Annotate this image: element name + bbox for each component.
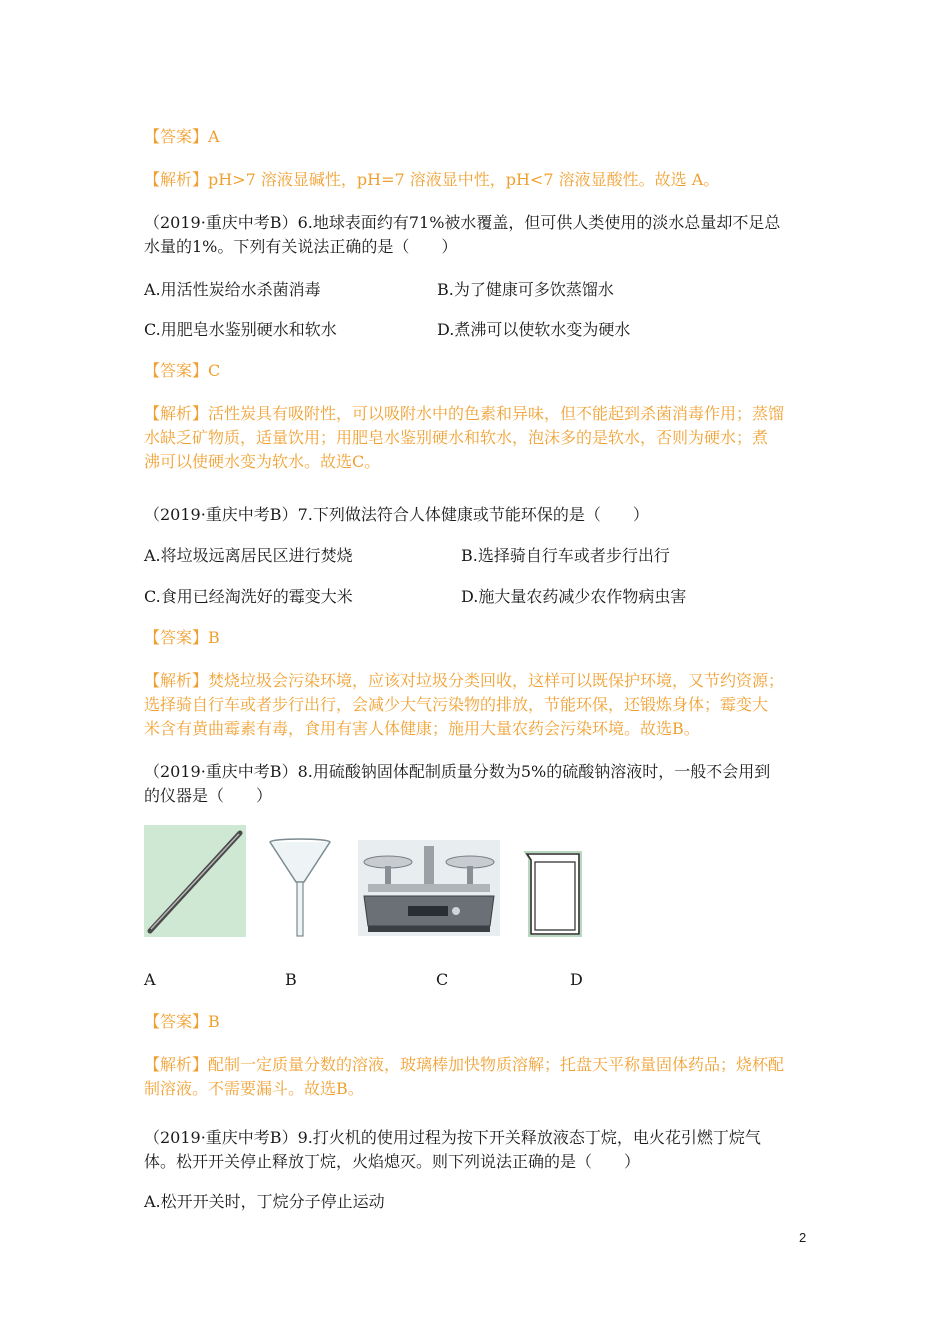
- q7-option-a: A.将垃圾远离居民区进行焚烧: [144, 546, 353, 565]
- q6-option-a: A.用活性炭给水杀菌消毒: [144, 280, 321, 299]
- q8-stem: [144, 760, 808, 808]
- q9-stem-line: （2019·重庆中考B）9.打火机的使用过程为按下开关释放液态丁烷，电火花引燃丁烷气: [144, 1128, 761, 1147]
- q8-analysis-line: 制溶液。不需要漏斗。故选B。: [144, 1079, 364, 1098]
- q7-analysis: [144, 669, 808, 741]
- q7-analysis-line: 米含有黄曲霉素有毒，食用有害人体健康；施用大量农药会污染环境。故选B。: [144, 719, 700, 738]
- q5-answer: 【答案】A: [144, 127, 220, 146]
- q6-analysis-line: 沸可以使硬水变为软水。故选C。: [144, 452, 381, 471]
- q9-option-a: A.松开开关时，丁烷分子停止运动: [144, 1192, 385, 1211]
- q7-answer: 【答案】B: [144, 628, 220, 647]
- figure-label-c: C: [436, 970, 449, 989]
- q6-stem-line: 水量的1%。下列有关说法正确的是（ ）: [144, 237, 458, 256]
- q6-option-c: C.用肥皂水鉴别硬水和软水: [144, 320, 337, 339]
- q8-stem-line: （2019·重庆中考B）8.用硫酸钠固体配制质量分数为5%的硫酸钠溶液时，一般不会用到: [144, 762, 771, 781]
- q7-stem: （2019·重庆中考B）7.下列做法符合人体健康或节能环保的是（ ）: [144, 505, 649, 524]
- glass-rod-image: [144, 825, 246, 937]
- q6-stem: [144, 211, 808, 259]
- q5-analysis: 【解析】pH>7 溶液显碱性，pH=7 溶液显中性，pH<7 溶液显酸性。故选 A。: [144, 170, 720, 189]
- q7-analysis-line: 【解析】焚烧垃圾会污染环境，应该对垃圾分类回收，这样可以既保护环境，又节约资源；: [144, 671, 785, 690]
- q7-option-b: B.选择骑自行车或者步行出行: [461, 546, 670, 565]
- beaker-image: [521, 848, 589, 938]
- figure-label-d: D: [570, 970, 583, 989]
- q6-stem-line: （2019·重庆中考B）6.地球表面约有71%被水覆盖，但可供人类使用的淡水总量却不足总: [144, 213, 781, 232]
- q6-option-d: D.煮沸可以使软水变为硬水: [437, 320, 631, 339]
- q8-analysis: [144, 1053, 808, 1101]
- figure-label-a: A: [144, 970, 156, 989]
- q7-option-c: C.食用已经淘洗好的霉变大米: [144, 587, 353, 606]
- q6-answer: 【答案】C: [144, 361, 221, 380]
- page-number: 2: [799, 1230, 807, 1245]
- q6-analysis: [144, 402, 808, 474]
- q6-analysis-line: 水缺乏矿物质，适量饮用；用肥皂水鉴别硬水和软水，泡沫多的是软水，否则为硬水；煮: [144, 428, 769, 447]
- funnel-image: [268, 836, 332, 940]
- q9-stem-line: 体。松开开关停止释放丁烷，火焰熄灭。则下列说法正确的是（ ）: [144, 1152, 641, 1171]
- q9-stem: [144, 1126, 808, 1174]
- q7-analysis-line: 选择骑自行车或者步行出行，会减少大气污染物的排放，节能环保，还锻炼身体；霉变大: [144, 695, 769, 714]
- figure-label-b: B: [285, 970, 297, 989]
- q8-stem-line: 的仪器是（ ）: [144, 786, 273, 805]
- q6-analysis-line: 【解析】活性炭具有吸附性，可以吸附水中的色素和异味，但不能起到杀菌消毒作用；蒸馏: [144, 404, 785, 423]
- q8-answer: 【答案】B: [144, 1012, 220, 1031]
- q8-analysis-line: 【解析】配制一定质量分数的溶液，玻璃棒加快物质溶解；托盘天平称量固体药品；烧杯配: [144, 1055, 785, 1074]
- balance-image: [358, 840, 500, 936]
- q7-option-d: D.施大量农药减少农作物病虫害: [461, 587, 687, 606]
- q6-option-b: B.为了健康可多饮蒸馏水: [437, 280, 614, 299]
